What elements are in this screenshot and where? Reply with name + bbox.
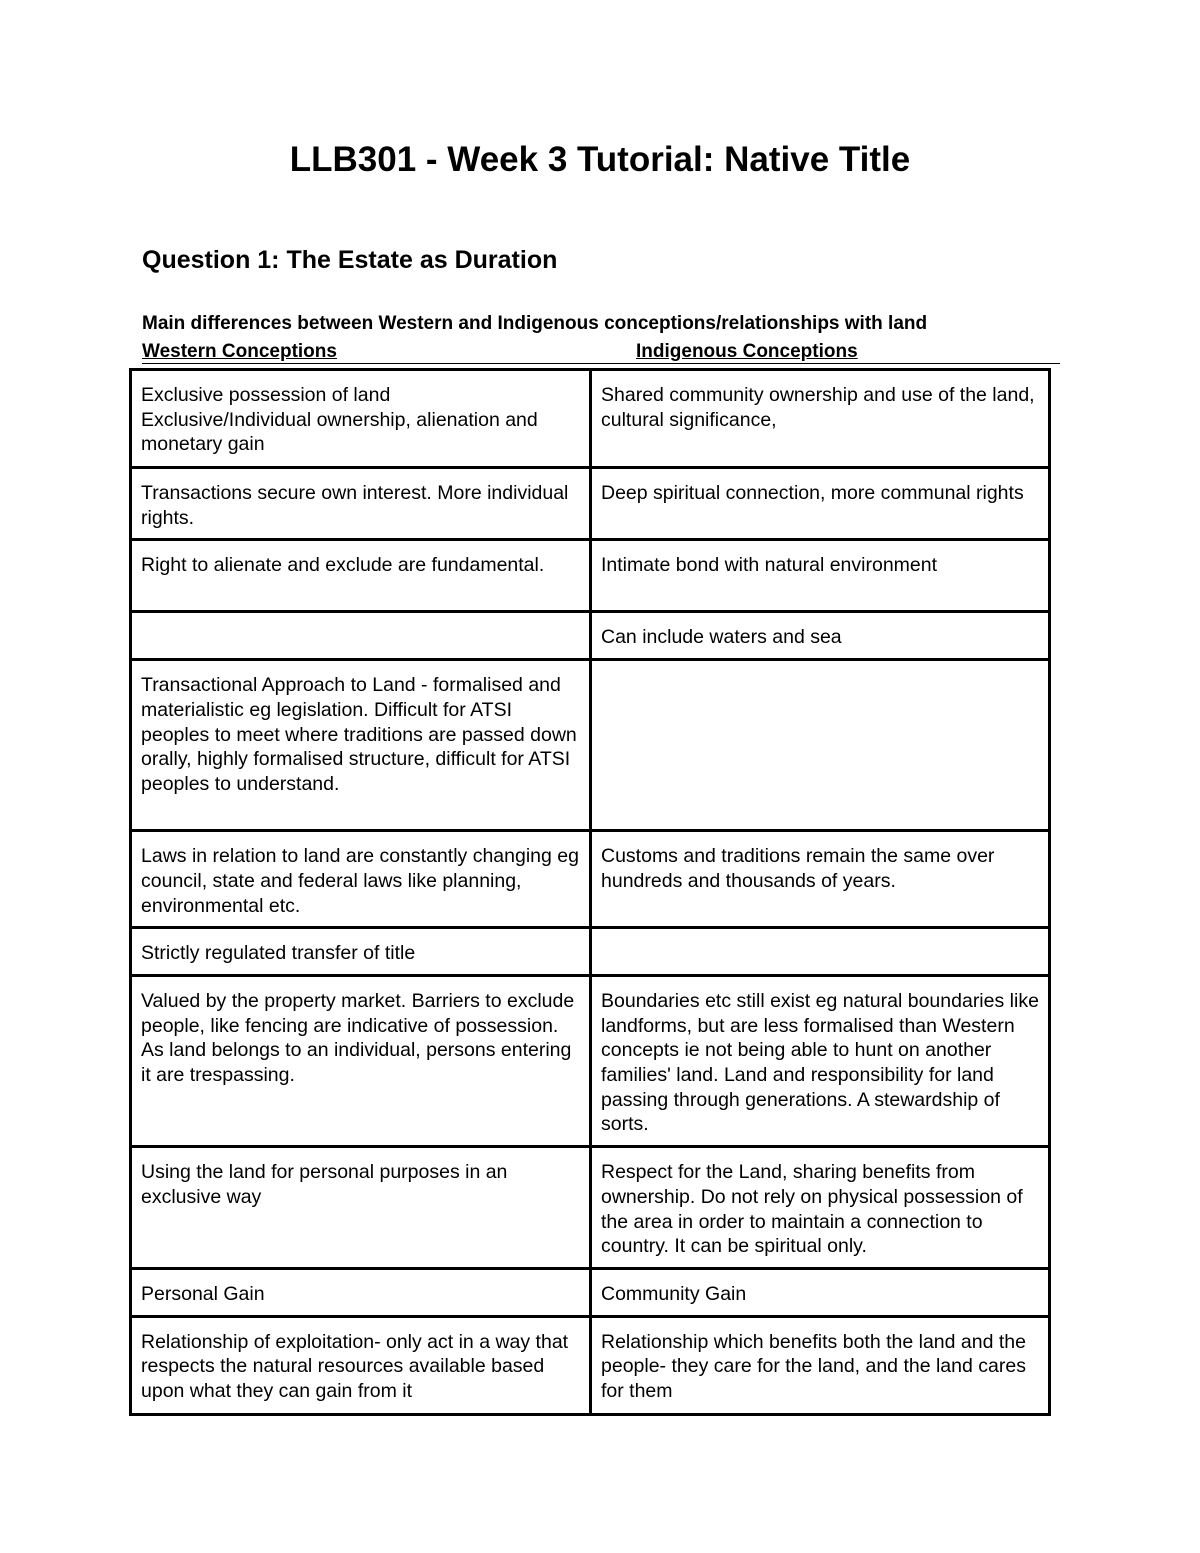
indigenous-cell-text: Deep spiritual connection, more communal rights bbox=[601, 482, 1024, 504]
indigenous-cell bbox=[591, 1147, 1050, 1269]
western-cell-text: Transactions secure own interest. More individual rights. bbox=[141, 482, 569, 529]
indigenous-cell-text: Relationship which benefits both the land and the people- they care for the land, and the land cares for them bbox=[601, 1330, 1026, 1403]
indigenous-cell-text: Intimate bond with natural environment bbox=[601, 554, 938, 577]
western-cell bbox=[131, 612, 591, 660]
western-cell-text: Laws in relation to land are constantly changing eg council, state and federal laws like planning, environmental etc. bbox=[141, 845, 579, 917]
indigenous-column-header: Indigenous Conceptions bbox=[636, 341, 858, 362]
western-cell-text: Relationship of exploitation- only act in a way that respects the natural resources available based upon what they can gain from it bbox=[141, 1330, 569, 1403]
column-headers bbox=[142, 341, 1060, 364]
indigenous-cell bbox=[591, 975, 1050, 1146]
western-cell bbox=[131, 928, 591, 976]
western-cell-text: Exclusive possession of land bbox=[141, 384, 391, 406]
western-cell-text: Personal Gain bbox=[141, 1282, 265, 1305]
western-cell bbox=[131, 660, 591, 831]
western-cell bbox=[131, 1147, 591, 1269]
western-cell-text: Right to alienate and exclude are fundamental. bbox=[141, 554, 545, 577]
table-row bbox=[131, 468, 1050, 540]
table-row bbox=[131, 660, 1050, 831]
western-cell-text: Valued by the property market. Barriers to exclude people, like fencing are indicative of possession. As land belongs to an individual, persons entering it are trespassing. bbox=[141, 989, 575, 1087]
western-cell bbox=[131, 1268, 591, 1316]
table-row bbox=[131, 1316, 1050, 1414]
indigenous-cell-text: Community Gain bbox=[601, 1282, 747, 1305]
table-row bbox=[131, 540, 1050, 612]
western-cell-text: Using the land for personal purposes in an exclusive way bbox=[141, 1161, 508, 1208]
table-row bbox=[131, 928, 1050, 976]
indigenous-cell bbox=[591, 1268, 1050, 1316]
indigenous-cell bbox=[591, 831, 1050, 928]
table-row bbox=[131, 612, 1050, 660]
western-cell-text: Transactional Approach to Land - formalised and materialistic eg legislation. Difficult for ATSI peoples to meet where traditions are passed down orally, highly formalised structure, difficult for ATSI peoples to understand. bbox=[141, 674, 577, 795]
western-cell bbox=[131, 975, 591, 1146]
western-cell bbox=[131, 370, 591, 468]
western-cell bbox=[131, 540, 591, 612]
indigenous-cell bbox=[591, 540, 1050, 612]
table-row bbox=[131, 370, 1050, 468]
comparison-table bbox=[129, 368, 1051, 1416]
indigenous-cell-text: Respect for the Land, sharing benefits from ownership. Do not rely on physical possession of the area in order to maintain a connection to country. It can be spiritual only. bbox=[601, 1161, 1023, 1258]
indigenous-cell bbox=[591, 468, 1050, 540]
western-cell-text: Strictly regulated transfer of title bbox=[141, 942, 416, 965]
western-cell bbox=[131, 831, 591, 928]
western-cell bbox=[131, 1316, 591, 1414]
table-row bbox=[131, 975, 1050, 1146]
indigenous-cell bbox=[591, 928, 1050, 976]
indigenous-cell-text: Can include waters and sea bbox=[601, 626, 842, 649]
indigenous-cell-text: Boundaries etc still exist eg natural boundaries like landforms, but are less formalised than Western concepts ie not being able to hunt on another families' land. Land and responsibility for land passing through generations. A stewardship of sorts. bbox=[601, 989, 1039, 1136]
indigenous-cell bbox=[591, 1316, 1050, 1414]
document-title: LLB301 - Week 3 Tutorial: Native Title bbox=[289, 140, 911, 179]
indigenous-cell bbox=[591, 660, 1050, 831]
table-row bbox=[131, 1268, 1050, 1316]
western-column-header: Western Conceptions bbox=[142, 341, 337, 362]
table-row bbox=[131, 1147, 1050, 1269]
indigenous-cell-text: Shared community ownership and use of the land, cultural significance, bbox=[601, 384, 1035, 431]
table-caption: Main differences between Western and Indigenous conceptions/relationships with land bbox=[142, 313, 928, 334]
western-cell bbox=[131, 468, 591, 540]
indigenous-cell-text: Customs and traditions remain the same over hundreds and thousands of years. bbox=[601, 845, 995, 892]
comparison-table-body bbox=[131, 370, 1050, 1415]
question-heading: Question 1: The Estate as Duration bbox=[142, 246, 558, 274]
indigenous-cell bbox=[591, 612, 1050, 660]
table-row bbox=[131, 831, 1050, 928]
indigenous-cell bbox=[591, 370, 1050, 468]
western-cell-text: Exclusive/Individual ownership, alienation and monetary gain bbox=[141, 408, 538, 456]
